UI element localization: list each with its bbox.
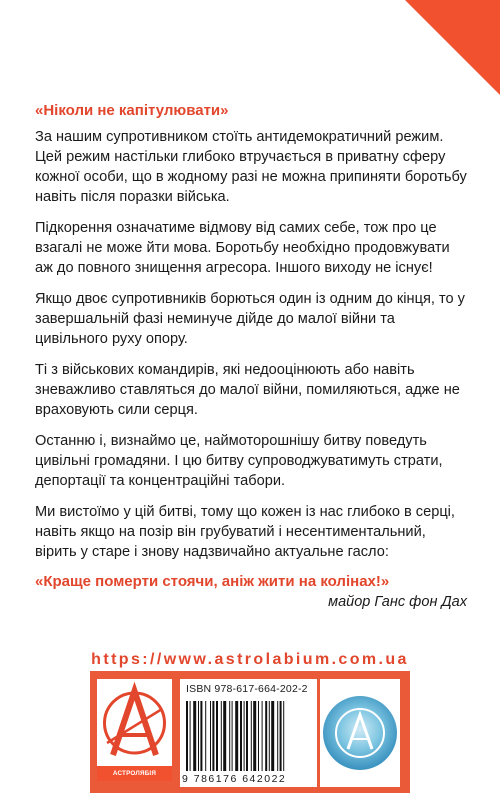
ean-number: 9 786176 642022 <box>182 773 287 785</box>
paragraph-5: Останню і, визнаймо це, наймоторошнішу битву поведуть цивільні громадяни. І цю битву супроводжуватимуть страти, депортації та концентраційні табори. <box>35 433 443 489</box>
barcode-area <box>180 679 317 787</box>
author-signature: майор Ганс фон Дах <box>328 594 467 610</box>
heading: «Ніколи не капітулювати» <box>35 102 229 119</box>
paragraph-6: Ми вистоїмо у цій битві, тому що кожен із нас глибоко в серці, навіть якщо на позір він грубуватий і несентиментальний, вірить у старе і знову надзвичайно актуальне гасло: <box>35 504 455 560</box>
logo-label: АСТРОЛЯБІЯ <box>97 766 172 781</box>
hologram-sticker <box>320 679 400 787</box>
hologram-icon <box>320 679 400 787</box>
slogan: «Краще померти стоячи, аніж жити на колінах!» <box>35 573 390 590</box>
isbn-number: ISBN 978-617-664-202-2 <box>186 683 308 695</box>
paragraph-2: Підкорення означатиме відмову від самих себе, тож про це взагалі не може йти мова. Боротьбу необхідно продовжувати аж до повного знищення агресора. Іншого виходу не існує! <box>35 220 450 276</box>
astrolabe-logo-icon <box>97 679 172 766</box>
paragraph-4: Ті з військових командирів, які недооцінюють або навіть зневажливо ставляться до малої війни, помиляються, адже не враховують сили серця. <box>35 362 460 418</box>
back-cover-text <box>35 102 467 610</box>
corner-accent <box>405 0 500 95</box>
barcode-icon <box>186 701 311 771</box>
publisher-logo <box>97 679 172 781</box>
paragraph-1: За нашим супротивником стоїть антидемократичний режим. Цей режим настільки глибоко втручається в приватну сферу кожної особи, що в жодному разі не можна припиняти боротьбу навіть після поразки війська. <box>35 129 467 205</box>
paragraph-3: Якщо двоє супротивників борються один із одним до кінця, то у завершальній фазі неминуче дійде до малої війни та цивільного руху опору. <box>35 291 465 347</box>
publisher-url: https://www.astrolabium.com.ua <box>91 651 409 668</box>
